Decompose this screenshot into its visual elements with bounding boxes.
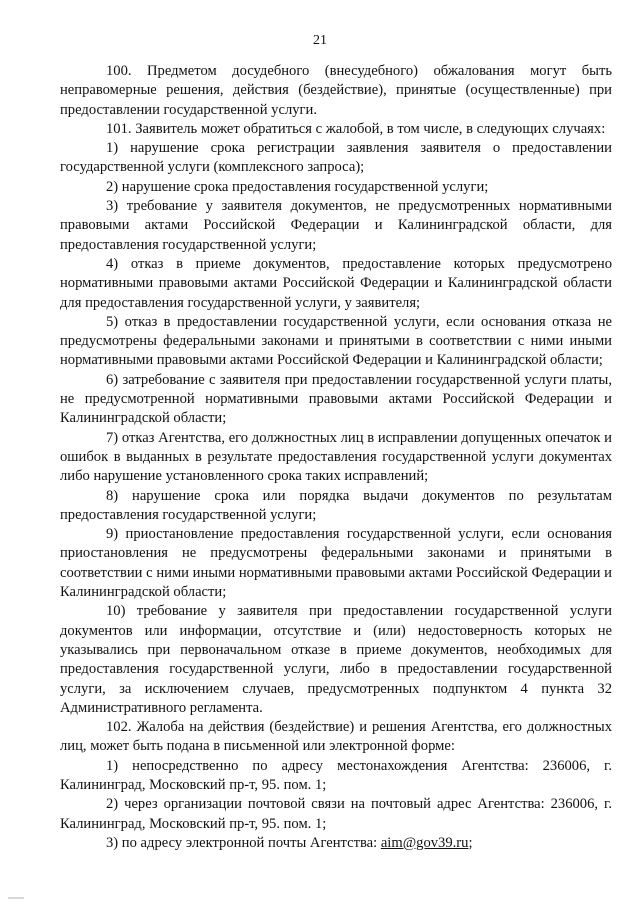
case-item-8: 8) нарушение срока или порядка выдачи документов по результатам предоставления государственной услуги; — [60, 487, 612, 523]
case-item-7: 7) отказ Агентства, его должностных лиц в исправлении допущенных опечаток и ошибок в выданных в результате предоставления государственной услуги документах либо нарушение установленного срока таких исправлений; — [60, 429, 612, 485]
case-item-3: 3) требование у заявителя документов, не предусмотренных нормативными правовыми актами Российской Федерации и Калининградской области, для предоставления государственной услуги; — [60, 198, 612, 253]
paragraph-100: 100. Предметом досудебного (внесудебного) обжалования могут быть неправомерные решения, действия (бездействие), принятые (осуществленные) при предоставлении государственной услуги. — [60, 63, 612, 118]
submission-item-3-suffix: ; — [468, 834, 473, 851]
submission-item-3-prefix: 3) по адресу электронной почты Агентства: — [106, 834, 381, 851]
case-item-2: 2) нарушение срока предоставления государственной услуги; — [106, 178, 489, 195]
case-item-4: 4) отказ в приеме документов, предоставление которых предусмотрено нормативными правовыми актами Российской Федерации и Калининградской области для предоставления государственной услуги, у заявителя; — [60, 255, 612, 311]
document-body — [60, 62, 612, 853]
paragraph-102: 102. Жалоба на действия (бездействие) и решения Агентства, его должностных лиц, может быть подана в письменной или электронной форме: — [60, 719, 612, 755]
case-item-1: 1) нарушение срока регистрации заявления заявителя о предоставлении государственной услуги (комплексного запроса); — [60, 140, 612, 176]
page-number: 21 — [313, 33, 327, 48]
case-item-9: 9) приостановление предоставления государственной услуги, если основания приостановления не предусмотрены федеральными законами и принятыми в соответствии с ними иными нормативными правовыми актами Российской Федерации и Калининградской области; — [60, 526, 612, 601]
case-item-5: 5) отказ в предоставлении государственной услуги, если основания отказа не предусмотрены федеральными законами и принятыми в соответствии с ними иными нормативными правовыми актами Российской Федерации и Калининградской области; — [60, 313, 612, 369]
submission-item-3 — [60, 834, 612, 853]
scan-artifact-mark — [8, 897, 24, 899]
agency-email-link[interactable]: aim@gov39.ru — [380, 834, 469, 851]
paragraph-101: 101. Заявитель может обратиться с жалобой, в том числе, в следующих случаях: — [106, 120, 606, 137]
case-item-6: 6) затребование с заявителя при предоставлении государственной услуги платы, не предусмотренной нормативными правовыми актами Российской Федерации и Калининградской области; — [60, 371, 612, 427]
submission-item-1: 1) непосредственно по адресу местонахождения Агентства: 236006, г. Калининград, Московский пр-т, 95. пом. 1; — [60, 757, 612, 793]
case-item-10: 10) требование у заявителя при предоставлении государственной услуги документов или информации, отсутствие и (или) недостоверность которых не указывались при первоначальном отказе в приеме документов, необходимых для предоставления государственной услуги, либо в предоставлении государственной услуги, за исключением случаев, предусмотренных подпунктом 4 пункта 32 Административного регламента. — [60, 603, 612, 716]
submission-item-2: 2) через организации почтовой связи на почтовый адрес Агентства: 236006, г. Калининград, Московский пр-т, 95. пом. 1; — [60, 796, 612, 832]
